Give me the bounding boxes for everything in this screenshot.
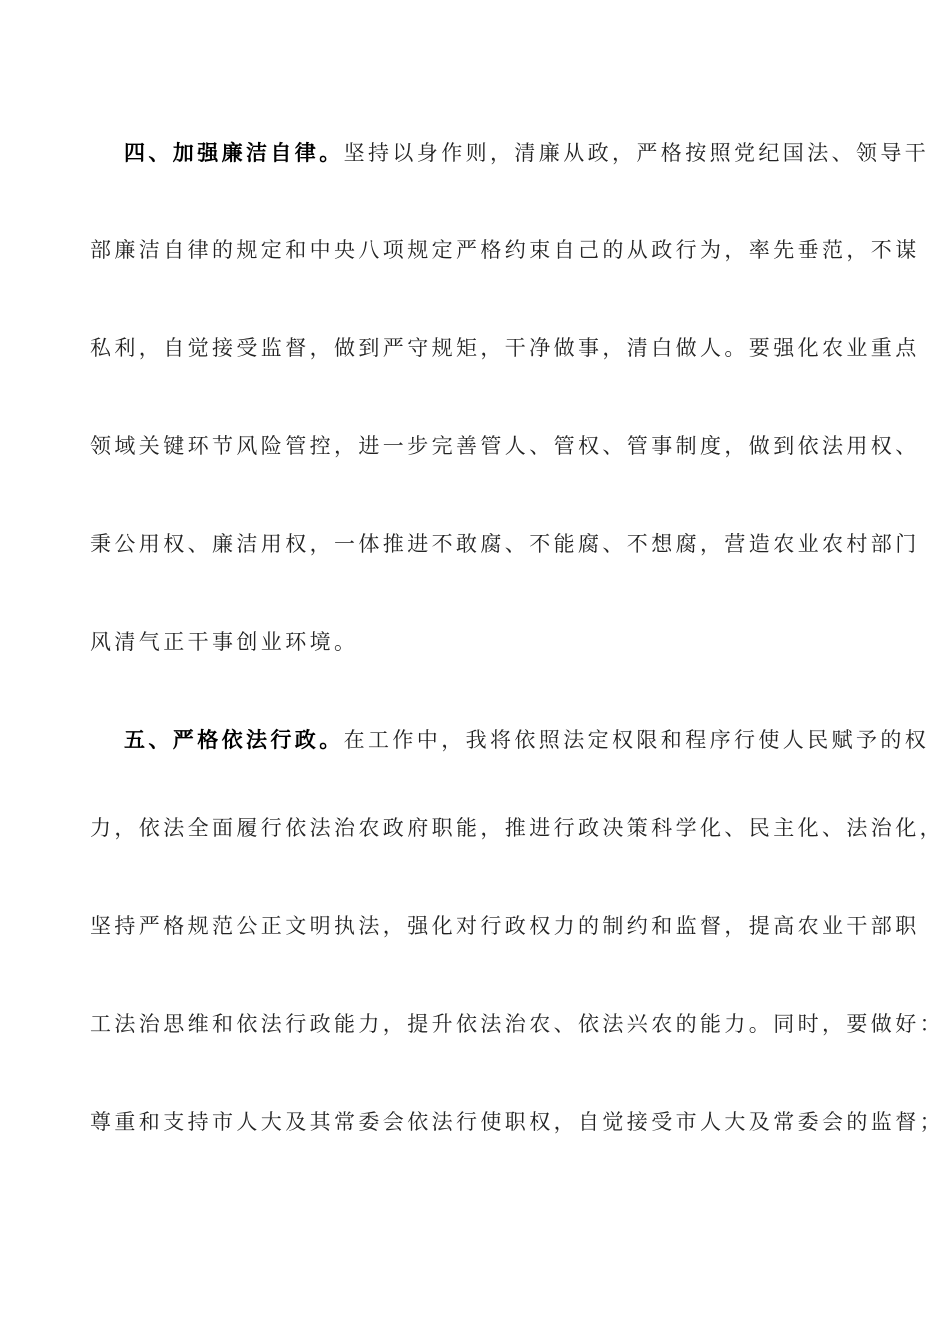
section5-heading: 五、严格依法行政。 (124, 728, 344, 752)
section4-line-5: 秉公用权、廉洁用权，一体推进不敢腐、不能腐、不想腐，营造农业农村部门 (90, 532, 920, 556)
section4-line-1-text: 坚持以身作则，清廉从政，严格按照党纪国法、领导干 (343, 141, 930, 165)
section5-line-3: 坚持严格规范公正文明执法，强化对行政权力的制约和监督，提高农业干部职 (90, 914, 920, 938)
section5-line-1-text: 在工作中，我将依照法定权限和程序行使人民赋予的权 (343, 728, 930, 752)
section4-line-1 (124, 138, 930, 168)
section4-heading: 四、加强廉洁自律。 (124, 141, 344, 165)
section5-line-2: 力，依法全面履行依法治农政府职能，推进行政决策科学化、民主化、法治化， (90, 816, 944, 840)
section5-line-1 (124, 725, 930, 755)
section4-line-2: 部廉洁自律的规定和中央八项规定严格约束自己的从政行为，率先垂范，不谋 (90, 238, 920, 262)
section4-line-4: 领域关键环节风险管控，进一步完善管人、管权、管事制度，做到依法用权、 (90, 434, 920, 458)
section4-line-3: 私利，自觉接受监督，做到严守规矩，干净做事，清白做人。要强化农业重点 (90, 336, 920, 360)
section5-line-4: 工法治思维和依法行政能力，提升依法治农、依法兴农的能力。同时，要做好： (90, 1012, 944, 1036)
section5-line-5: 尊重和支持市人大及其常委会依法行使职权，自觉接受市人大及常委会的监督； (90, 1110, 944, 1134)
section4-line-6: 风清气正干事创业环境。 (90, 630, 359, 654)
